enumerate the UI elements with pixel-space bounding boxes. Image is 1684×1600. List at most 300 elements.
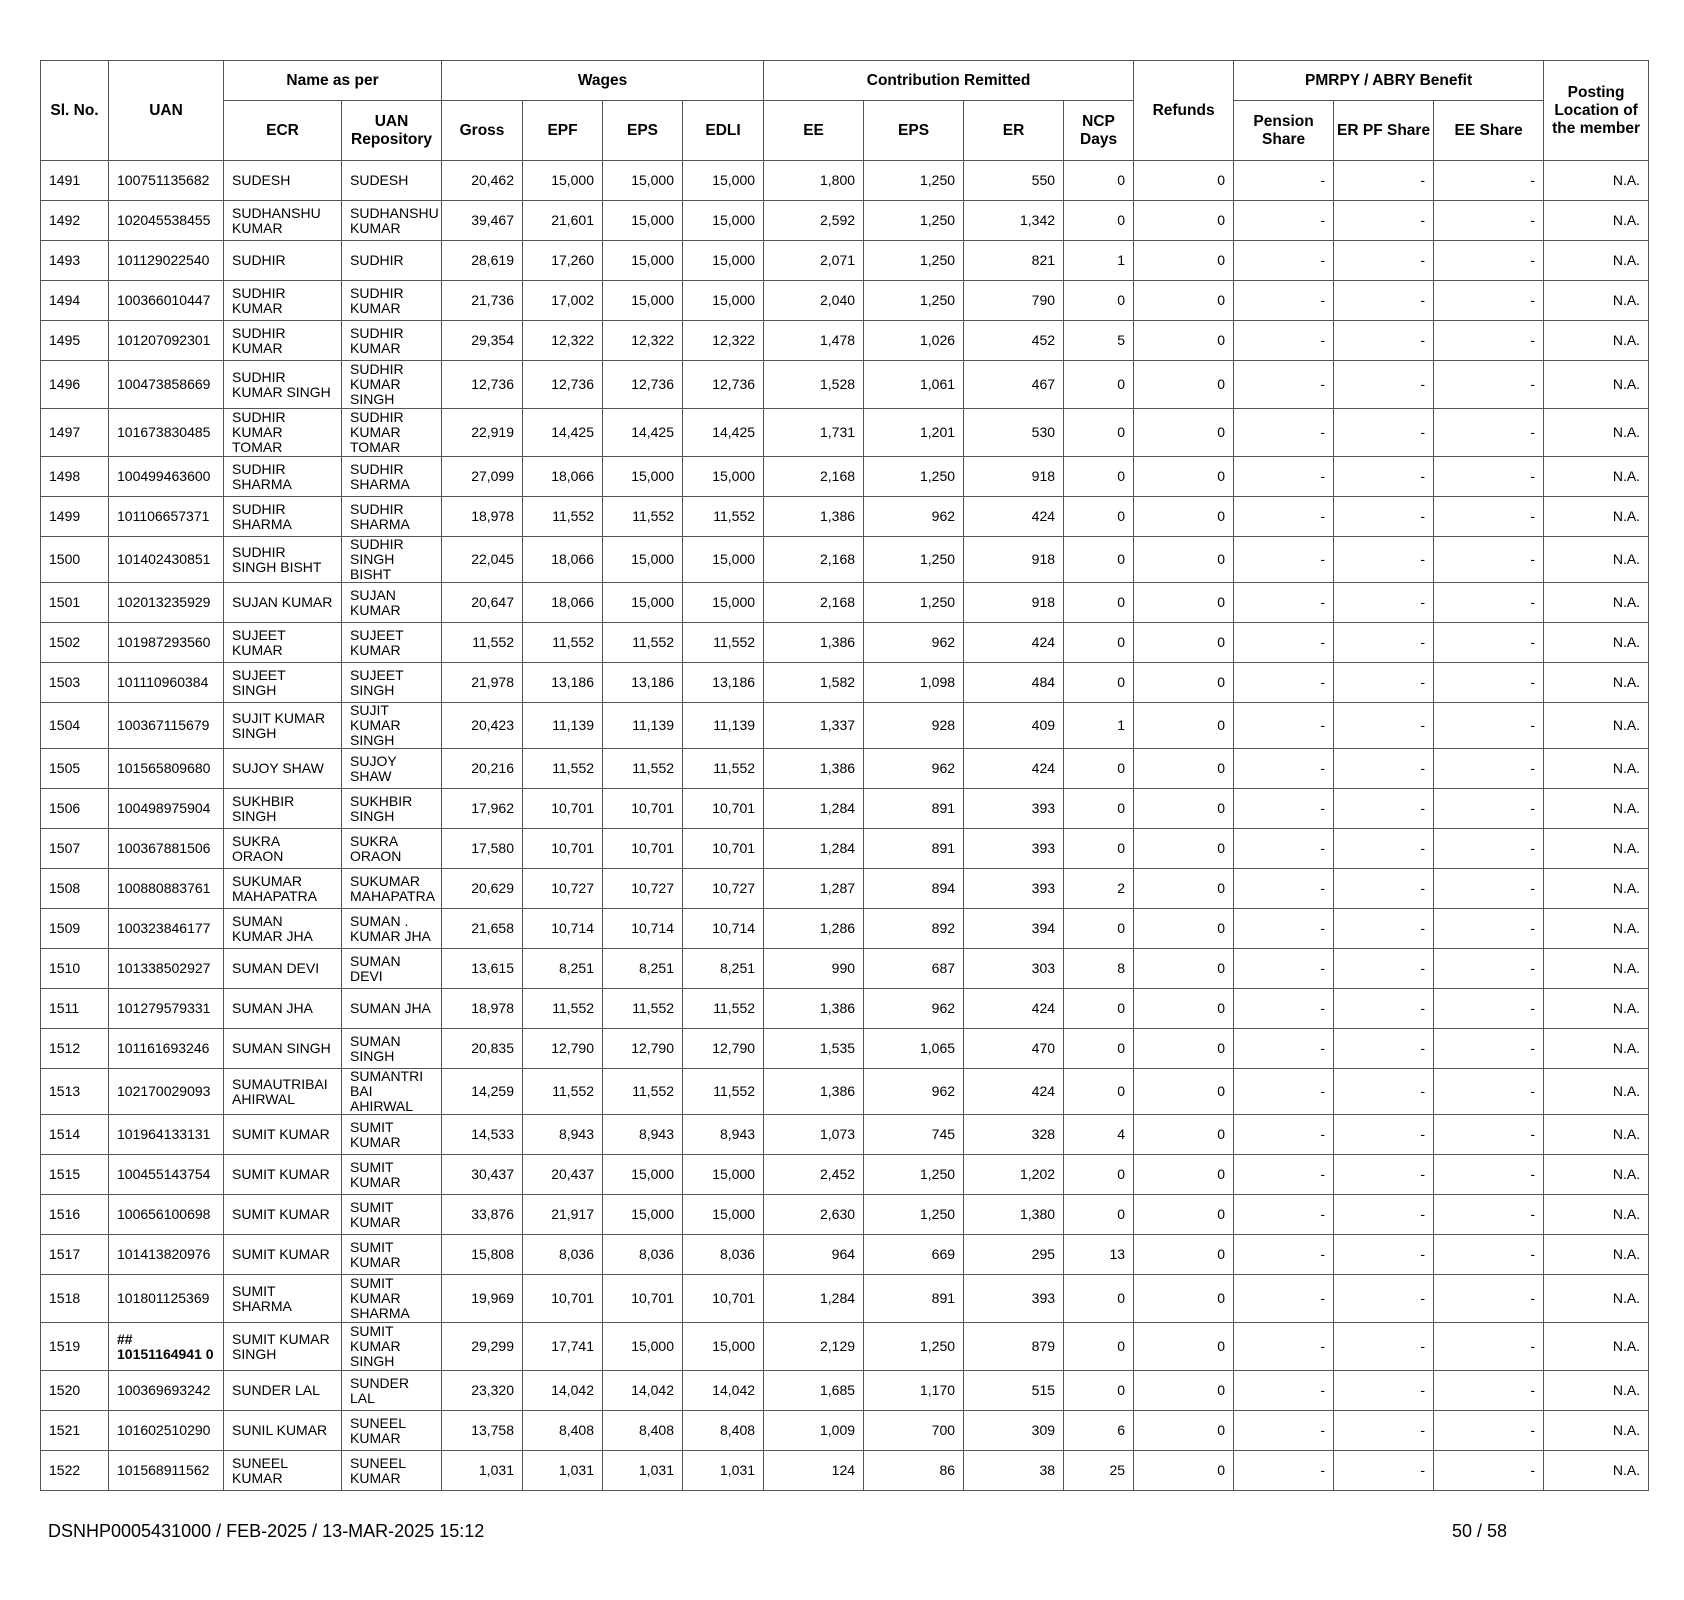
cell-edli: 15,000	[683, 241, 764, 281]
table-row	[41, 1275, 1649, 1323]
col-group-wages: Wages	[442, 61, 764, 101]
cell-name-ecr: SUDHIR SHARMA	[224, 457, 342, 497]
cell-ee-share: -	[1434, 241, 1544, 281]
cell-ee: 1,073	[764, 1115, 864, 1155]
cell-refunds: 0	[1134, 1195, 1234, 1235]
cell-pension-share: -	[1234, 1371, 1334, 1411]
cell-ee-share: -	[1434, 749, 1544, 789]
cell-name-ecr: SUDHIR SINGH BISHT	[224, 537, 342, 583]
cell-gross: 20,423	[442, 703, 523, 749]
cell-refunds: 0	[1134, 361, 1234, 409]
cell-pension-share: -	[1234, 623, 1334, 663]
cell-er: 484	[964, 663, 1064, 703]
table-row	[41, 789, 1649, 829]
cell-refunds: 0	[1134, 1411, 1234, 1451]
cell-gross: 29,299	[442, 1323, 523, 1371]
cell-sl-no: 1513	[41, 1069, 109, 1115]
cell-name-uan-repository: SUMAN . KUMAR JHA	[342, 909, 442, 949]
cell-refunds: 0	[1134, 583, 1234, 623]
cell-ncp-days: 25	[1064, 1451, 1134, 1491]
cell-er: 1,342	[964, 201, 1064, 241]
cell-ee: 1,284	[764, 829, 864, 869]
cell-ncp-days: 0	[1064, 749, 1134, 789]
cell-ncp-days: 0	[1064, 457, 1134, 497]
cell-pension-share: -	[1234, 789, 1334, 829]
cell-pension-share: -	[1234, 1069, 1334, 1115]
cell-pension-share: -	[1234, 703, 1334, 749]
cell-eps-contribution: 962	[864, 1069, 964, 1115]
cell-ee: 1,582	[764, 663, 864, 703]
cell-gross: 27,099	[442, 457, 523, 497]
col-posting-location: Posting Location of the member	[1544, 61, 1649, 161]
cell-edli: 11,552	[683, 989, 764, 1029]
cell-ee-share: -	[1434, 1323, 1544, 1371]
cell-name-ecr: SUMIT KUMAR	[224, 1155, 342, 1195]
cell-er: 821	[964, 241, 1064, 281]
cell-er: 918	[964, 457, 1064, 497]
cell-eps-contribution: 962	[864, 749, 964, 789]
cell-name-uan-repository: SUNEEL KUMAR	[342, 1411, 442, 1451]
ecr-contribution-table	[40, 60, 1649, 1491]
cell-er: 515	[964, 1371, 1064, 1411]
cell-refunds: 0	[1134, 457, 1234, 497]
cell-eps-wages: 10,714	[603, 909, 683, 949]
table-row	[41, 1029, 1649, 1069]
cell-ncp-days: 0	[1064, 361, 1134, 409]
cell-epf: 8,408	[523, 1411, 603, 1451]
cell-sl-no: 1504	[41, 703, 109, 749]
cell-er: 328	[964, 1115, 1064, 1155]
cell-er: 424	[964, 1069, 1064, 1115]
cell-sl-no: 1516	[41, 1195, 109, 1235]
cell-posting-location: N.A.	[1544, 457, 1649, 497]
cell-name-ecr: SUMAN JHA	[224, 989, 342, 1029]
cell-ee-share: -	[1434, 663, 1544, 703]
cell-er: 38	[964, 1451, 1064, 1491]
cell-ee-share: -	[1434, 1451, 1544, 1491]
cell-ncp-days: 0	[1064, 1155, 1134, 1195]
cell-name-uan-repository: SUMANTRI BAI AHIRWAL	[342, 1069, 442, 1115]
cell-eps-contribution: 669	[864, 1235, 964, 1275]
cell-er: 394	[964, 909, 1064, 949]
cell-er: 424	[964, 749, 1064, 789]
cell-ncp-days: 2	[1064, 869, 1134, 909]
cell-ee: 1,386	[764, 989, 864, 1029]
cell-ee: 1,731	[764, 409, 864, 457]
cell-name-ecr: SUDHIR KUMAR	[224, 321, 342, 361]
cell-ee-share: -	[1434, 1371, 1544, 1411]
cell-epf: 21,601	[523, 201, 603, 241]
cell-refunds: 0	[1134, 1323, 1234, 1371]
table-body	[41, 161, 1649, 1491]
cell-name-uan-repository: SUDHIR KUMAR SINGH	[342, 361, 442, 409]
cell-edli: 15,000	[683, 1323, 764, 1371]
cell-edli: 13,186	[683, 663, 764, 703]
cell-ncp-days: 0	[1064, 909, 1134, 949]
table-row	[41, 497, 1649, 537]
cell-er-pf-share: -	[1334, 989, 1434, 1029]
cell-ncp-days: 1	[1064, 703, 1134, 749]
cell-epf: 10,701	[523, 1275, 603, 1323]
cell-epf: 15,000	[523, 161, 603, 201]
cell-posting-location: N.A.	[1544, 1411, 1649, 1451]
cell-er-pf-share: -	[1334, 829, 1434, 869]
cell-eps-wages: 12,322	[603, 321, 683, 361]
cell-refunds: 0	[1134, 909, 1234, 949]
cell-sl-no: 1510	[41, 949, 109, 989]
table-row	[41, 1235, 1649, 1275]
cell-eps-wages: 15,000	[603, 537, 683, 583]
cell-pension-share: -	[1234, 909, 1334, 949]
cell-pension-share: -	[1234, 321, 1334, 361]
cell-sl-no: 1514	[41, 1115, 109, 1155]
cell-epf: 18,066	[523, 583, 603, 623]
cell-sl-no: 1491	[41, 161, 109, 201]
cell-edli: 11,552	[683, 749, 764, 789]
cell-epf: 10,701	[523, 829, 603, 869]
cell-ncp-days: 0	[1064, 1195, 1134, 1235]
cell-eps-contribution: 1,250	[864, 583, 964, 623]
col-ee-share: EE Share	[1434, 101, 1544, 161]
cell-eps-contribution: 687	[864, 949, 964, 989]
cell-ee-share: -	[1434, 949, 1544, 989]
cell-eps-wages: 11,552	[603, 989, 683, 1029]
cell-ee-share: -	[1434, 1195, 1544, 1235]
cell-name-ecr: SUKUMAR MAHAPATRA	[224, 869, 342, 909]
cell-uan: 100367881506	[109, 829, 224, 869]
cell-eps-wages: 11,552	[603, 1069, 683, 1115]
cell-name-ecr: SUMAN KUMAR JHA	[224, 909, 342, 949]
cell-eps-contribution: 962	[864, 989, 964, 1029]
cell-uan: 102013235929	[109, 583, 224, 623]
col-epf: EPF	[523, 101, 603, 161]
cell-posting-location: N.A.	[1544, 703, 1649, 749]
col-gross: Gross	[442, 101, 523, 161]
cell-ncp-days: 0	[1064, 989, 1134, 1029]
cell-gross: 20,216	[442, 749, 523, 789]
cell-edli: 10,701	[683, 829, 764, 869]
cell-refunds: 0	[1134, 869, 1234, 909]
cell-ee-share: -	[1434, 583, 1544, 623]
cell-pension-share: -	[1234, 1029, 1334, 1069]
cell-gross: 20,629	[442, 869, 523, 909]
cell-refunds: 0	[1134, 829, 1234, 869]
cell-name-ecr: SUJEET SINGH	[224, 663, 342, 703]
cell-name-ecr: SUJEET KUMAR	[224, 623, 342, 663]
cell-posting-location: N.A.	[1544, 361, 1649, 409]
cell-gross: 20,835	[442, 1029, 523, 1069]
cell-sl-no: 1519	[41, 1323, 109, 1371]
col-uan-repository: UAN Repository	[342, 101, 442, 161]
cell-er-pf-share: -	[1334, 869, 1434, 909]
cell-edli: 12,790	[683, 1029, 764, 1069]
document-reference: DSNHP0005431000 / FEB-2025 / 13-MAR-2025 15:12	[48, 1521, 485, 1541]
cell-epf: 11,552	[523, 1069, 603, 1115]
cell-ncp-days: 6	[1064, 1411, 1134, 1451]
cell-pension-share: -	[1234, 1115, 1334, 1155]
cell-epf: 18,066	[523, 457, 603, 497]
cell-eps-wages: 13,186	[603, 663, 683, 703]
cell-name-ecr: SUNEEL KUMAR	[224, 1451, 342, 1491]
cell-er-pf-share: -	[1334, 623, 1434, 663]
cell-er-pf-share: -	[1334, 1235, 1434, 1275]
cell-eps-contribution: 894	[864, 869, 964, 909]
cell-name-uan-repository: SUDHANSHU KUMAR	[342, 201, 442, 241]
cell-ee: 2,630	[764, 1195, 864, 1235]
cell-name-ecr: SUMIT KUMAR	[224, 1235, 342, 1275]
cell-ee: 1,337	[764, 703, 864, 749]
cell-edli: 15,000	[683, 161, 764, 201]
cell-edli: 8,943	[683, 1115, 764, 1155]
cell-ee-share: -	[1434, 989, 1544, 1029]
cell-ee-share: -	[1434, 789, 1544, 829]
cell-refunds: 0	[1134, 749, 1234, 789]
cell-uan: ## 10151164941 0	[109, 1323, 224, 1371]
cell-pension-share: -	[1234, 409, 1334, 457]
cell-name-ecr: SUDHANSHU KUMAR	[224, 201, 342, 241]
cell-refunds: 0	[1134, 1371, 1234, 1411]
cell-pension-share: -	[1234, 989, 1334, 1029]
cell-refunds: 0	[1134, 1029, 1234, 1069]
cell-pension-share: -	[1234, 1235, 1334, 1275]
cell-er-pf-share: -	[1334, 1371, 1434, 1411]
cell-eps-contribution: 1,250	[864, 1195, 964, 1235]
cell-edli: 8,408	[683, 1411, 764, 1451]
cell-gross: 20,462	[442, 161, 523, 201]
cell-ee: 1,386	[764, 749, 864, 789]
cell-posting-location: N.A.	[1544, 749, 1649, 789]
cell-eps-contribution: 1,065	[864, 1029, 964, 1069]
cell-er: 918	[964, 583, 1064, 623]
cell-er: 424	[964, 497, 1064, 537]
cell-ee: 124	[764, 1451, 864, 1491]
cell-eps-wages: 15,000	[603, 1195, 683, 1235]
cell-uan: 101161693246	[109, 1029, 224, 1069]
cell-eps-wages: 15,000	[603, 1323, 683, 1371]
cell-epf: 11,552	[523, 989, 603, 1029]
cell-eps-wages: 11,552	[603, 749, 683, 789]
cell-uan: 101106657371	[109, 497, 224, 537]
cell-gross: 28,619	[442, 241, 523, 281]
cell-ee-share: -	[1434, 497, 1544, 537]
cell-er-pf-share: -	[1334, 949, 1434, 989]
cell-eps-wages: 12,790	[603, 1029, 683, 1069]
cell-name-uan-repository: SUJEET KUMAR	[342, 623, 442, 663]
table-row	[41, 1451, 1649, 1491]
cell-uan: 100473858669	[109, 361, 224, 409]
cell-eps-contribution: 891	[864, 829, 964, 869]
cell-pension-share: -	[1234, 583, 1334, 623]
table-row	[41, 161, 1649, 201]
cell-pension-share: -	[1234, 1275, 1334, 1323]
cell-name-uan-repository: SUNDER LAL	[342, 1371, 442, 1411]
cell-ee: 2,040	[764, 281, 864, 321]
cell-name-ecr: SUJOY SHAW	[224, 749, 342, 789]
table-row	[41, 321, 1649, 361]
cell-ee: 1,009	[764, 1411, 864, 1451]
table-row	[41, 909, 1649, 949]
cell-uan: 101602510290	[109, 1411, 224, 1451]
cell-eps-wages: 15,000	[603, 583, 683, 623]
cell-name-uan-repository: SUJOY SHAW	[342, 749, 442, 789]
cell-gross: 30,437	[442, 1155, 523, 1195]
cell-uan: 101568911562	[109, 1451, 224, 1491]
cell-gross: 11,552	[442, 623, 523, 663]
cell-er: 393	[964, 869, 1064, 909]
cell-gross: 22,919	[442, 409, 523, 457]
cell-refunds: 0	[1134, 1155, 1234, 1195]
cell-pension-share: -	[1234, 1195, 1334, 1235]
cell-epf: 12,322	[523, 321, 603, 361]
col-er-pf-share: ER PF Share	[1334, 101, 1434, 161]
cell-er: 424	[964, 989, 1064, 1029]
cell-eps-wages: 8,251	[603, 949, 683, 989]
cell-epf: 12,790	[523, 1029, 603, 1069]
cell-er-pf-share: -	[1334, 789, 1434, 829]
cell-sl-no: 1508	[41, 869, 109, 909]
cell-ncp-days: 0	[1064, 1029, 1134, 1069]
cell-refunds: 0	[1134, 161, 1234, 201]
cell-eps-contribution: 86	[864, 1451, 964, 1491]
cell-ee: 2,592	[764, 201, 864, 241]
cell-ee-share: -	[1434, 703, 1544, 749]
cell-er: 918	[964, 537, 1064, 583]
cell-uan: 100656100698	[109, 1195, 224, 1235]
cell-edli: 15,000	[683, 1155, 764, 1195]
cell-edli: 15,000	[683, 1195, 764, 1235]
cell-ee: 1,284	[764, 789, 864, 829]
cell-sl-no: 1522	[41, 1451, 109, 1491]
cell-name-uan-repository: SUMAN SINGH	[342, 1029, 442, 1069]
cell-name-ecr: SUNDER LAL	[224, 1371, 342, 1411]
cell-eps-wages: 15,000	[603, 201, 683, 241]
cell-ee: 1,287	[764, 869, 864, 909]
cell-name-uan-repository: SUMAN JHA	[342, 989, 442, 1029]
cell-name-ecr: SUDHIR KUMAR TOMAR	[224, 409, 342, 457]
cell-ee-share: -	[1434, 829, 1544, 869]
cell-eps-wages: 8,036	[603, 1235, 683, 1275]
cell-ee-share: -	[1434, 1275, 1544, 1323]
cell-posting-location: N.A.	[1544, 1323, 1649, 1371]
cell-er: 309	[964, 1411, 1064, 1451]
table-row	[41, 1155, 1649, 1195]
cell-name-ecr: SUMIT KUMAR SINGH	[224, 1323, 342, 1371]
cell-gross: 13,615	[442, 949, 523, 989]
cell-ee: 1,528	[764, 361, 864, 409]
cell-eps-contribution: 1,250	[864, 537, 964, 583]
cell-ncp-days: 13	[1064, 1235, 1134, 1275]
cell-posting-location: N.A.	[1544, 829, 1649, 869]
cell-eps-wages: 10,727	[603, 869, 683, 909]
cell-eps-contribution: 1,026	[864, 321, 964, 361]
cell-gross: 21,658	[442, 909, 523, 949]
cell-name-ecr: SUJAN KUMAR	[224, 583, 342, 623]
cell-gross: 22,045	[442, 537, 523, 583]
cell-refunds: 0	[1134, 281, 1234, 321]
col-edli: EDLI	[683, 101, 764, 161]
cell-pension-share: -	[1234, 663, 1334, 703]
cell-ncp-days: 0	[1064, 537, 1134, 583]
cell-er-pf-share: -	[1334, 1029, 1434, 1069]
cell-ee: 1,685	[764, 1371, 864, 1411]
table-row	[41, 1069, 1649, 1115]
cell-name-ecr: SUNIL KUMAR	[224, 1411, 342, 1451]
cell-eps-contribution: 962	[864, 623, 964, 663]
cell-ncp-days: 0	[1064, 663, 1134, 703]
cell-ncp-days: 0	[1064, 1275, 1134, 1323]
cell-edli: 11,552	[683, 1069, 764, 1115]
cell-eps-contribution: 1,098	[864, 663, 964, 703]
cell-ncp-days: 0	[1064, 583, 1134, 623]
cell-ncp-days: 0	[1064, 281, 1134, 321]
cell-er: 550	[964, 161, 1064, 201]
cell-epf: 17,260	[523, 241, 603, 281]
col-er: ER	[964, 101, 1064, 161]
cell-sl-no: 1500	[41, 537, 109, 583]
cell-ee-share: -	[1434, 1029, 1544, 1069]
cell-ncp-days: 0	[1064, 623, 1134, 663]
cell-er: 530	[964, 409, 1064, 457]
cell-sl-no: 1507	[41, 829, 109, 869]
cell-refunds: 0	[1134, 663, 1234, 703]
cell-name-ecr: SUDHIR	[224, 241, 342, 281]
cell-epf: 1,031	[523, 1451, 603, 1491]
table-row	[41, 1115, 1649, 1155]
cell-eps-wages: 15,000	[603, 1155, 683, 1195]
cell-ee: 990	[764, 949, 864, 989]
cell-eps-contribution: 891	[864, 789, 964, 829]
cell-name-ecr: SUDHIR SHARMA	[224, 497, 342, 537]
cell-refunds: 0	[1134, 537, 1234, 583]
cell-ee: 2,168	[764, 537, 864, 583]
cell-edli: 15,000	[683, 457, 764, 497]
cell-ee: 2,129	[764, 1323, 864, 1371]
cell-sl-no: 1497	[41, 409, 109, 457]
cell-er-pf-share: -	[1334, 161, 1434, 201]
cell-eps-wages: 14,425	[603, 409, 683, 457]
cell-sl-no: 1506	[41, 789, 109, 829]
cell-sl-no: 1499	[41, 497, 109, 537]
cell-er-pf-share: -	[1334, 457, 1434, 497]
cell-eps-contribution: 1,250	[864, 201, 964, 241]
cell-name-ecr: SUMAUTRIBAI AHIRWAL	[224, 1069, 342, 1115]
cell-pension-share: -	[1234, 241, 1334, 281]
col-ncp-days: NCP Days	[1064, 101, 1134, 161]
cell-er-pf-share: -	[1334, 703, 1434, 749]
table-row	[41, 1411, 1649, 1451]
cell-posting-location: N.A.	[1544, 201, 1649, 241]
cell-ee: 1,284	[764, 1275, 864, 1323]
cell-posting-location: N.A.	[1544, 1069, 1649, 1115]
cell-uan: 100880883761	[109, 869, 224, 909]
cell-ncp-days: 0	[1064, 409, 1134, 457]
cell-name-uan-repository: SUKRA ORAON	[342, 829, 442, 869]
table-row	[41, 241, 1649, 281]
cell-uan: 101402430851	[109, 537, 224, 583]
cell-edli: 1,031	[683, 1451, 764, 1491]
cell-gross: 14,259	[442, 1069, 523, 1115]
cell-pension-share: -	[1234, 949, 1334, 989]
cell-name-uan-repository: SUDHIR	[342, 241, 442, 281]
cell-name-uan-repository: SUMIT KUMAR	[342, 1195, 442, 1235]
cell-edli: 11,552	[683, 497, 764, 537]
cell-er: 424	[964, 623, 1064, 663]
cell-er-pf-share: -	[1334, 241, 1434, 281]
cell-gross: 33,876	[442, 1195, 523, 1235]
cell-posting-location: N.A.	[1544, 409, 1649, 457]
cell-uan: 100369693242	[109, 1371, 224, 1411]
cell-er-pf-share: -	[1334, 1451, 1434, 1491]
